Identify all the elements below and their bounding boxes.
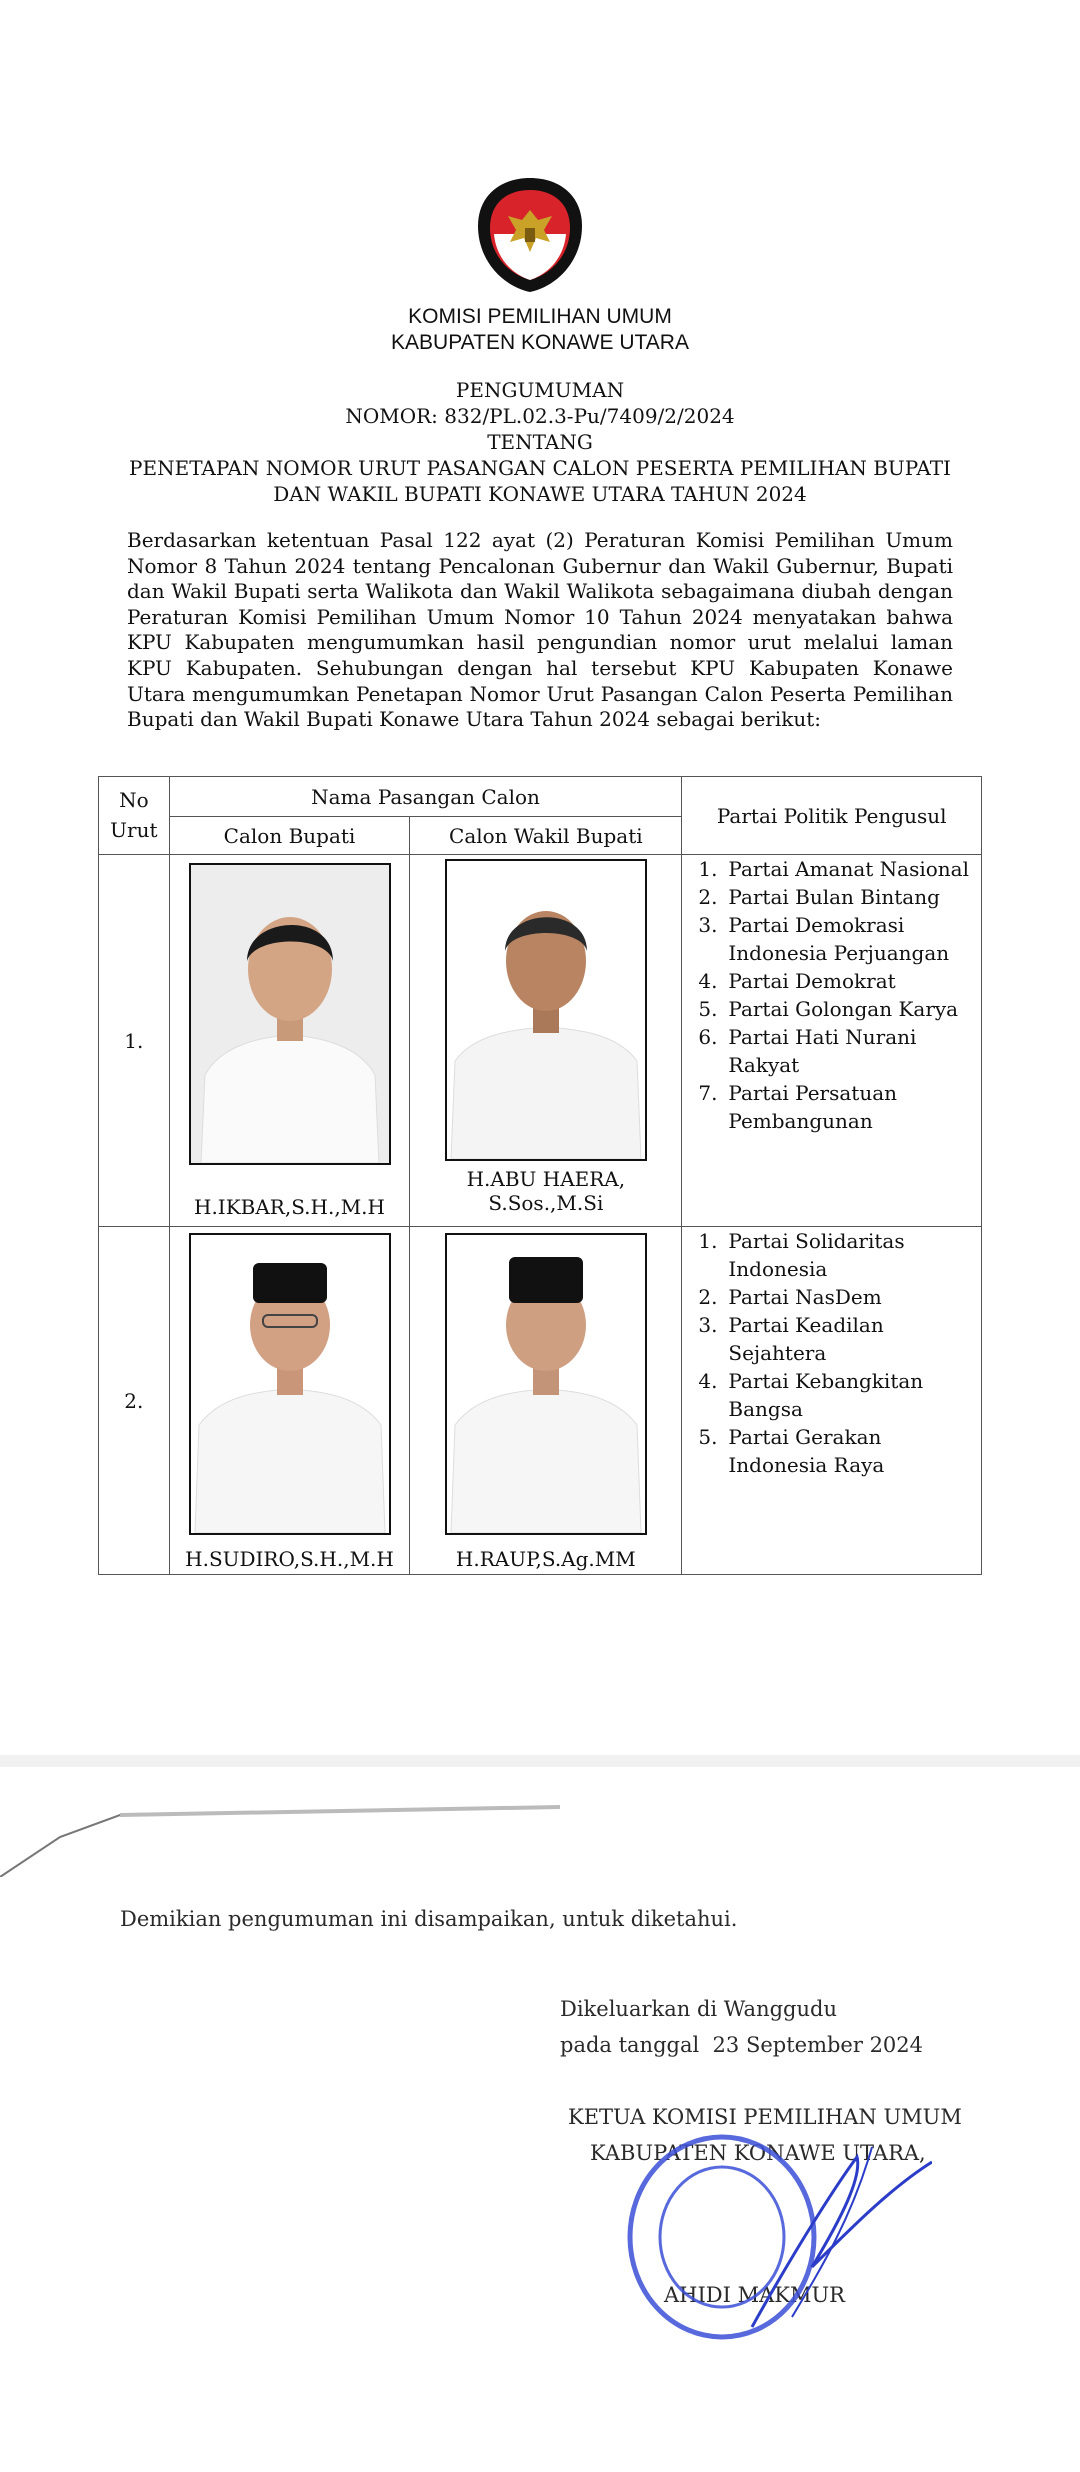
signer-title-2: KABUPATEN KONAWE UTARA,	[590, 2141, 926, 2165]
header-pair: Nama Pasangan Calon	[169, 777, 682, 817]
party-name: Partai Golongan Karya	[728, 997, 959, 1021]
header-wakil: Calon Wakil Bupati	[410, 817, 682, 855]
party-number: 4.	[698, 969, 718, 993]
list-item	[698, 1311, 981, 1367]
table-row	[99, 1227, 982, 1575]
header-bupati: Calon Bupati	[169, 817, 410, 855]
party-list	[682, 855, 981, 1135]
wakil-name	[410, 1167, 681, 1215]
table-row	[99, 855, 982, 1227]
issued-place: Dikeluarkan di Wanggudu	[560, 1997, 837, 2021]
candidate-table	[98, 776, 982, 1575]
wakil-cell	[410, 1227, 682, 1575]
party-number: 2.	[698, 885, 718, 909]
announcement-about: TENTANG	[487, 430, 593, 454]
issued-date: pada tanggal 23 September 2024	[560, 2033, 924, 2057]
header-urut-label: Urut	[110, 817, 158, 842]
party-number: 7.	[698, 1081, 718, 1105]
party-name: Partai Bulan Bintang	[728, 885, 940, 909]
org-line-2: KABUPATEN KONAWE UTARA	[391, 331, 689, 354]
party-number: 5.	[698, 997, 718, 1021]
bupati-cell	[169, 1227, 410, 1575]
paper-edge-shadow	[0, 1767, 700, 1877]
announcement-title-1: PENETAPAN NOMOR URUT PASANGAN CALON PESERTA PEMILIHAN BUPATI	[129, 456, 951, 480]
header-no	[99, 777, 170, 817]
kpu-logo	[474, 176, 586, 294]
list-item	[698, 1227, 981, 1283]
party-list	[682, 1227, 981, 1479]
official-stamp	[612, 2117, 932, 2367]
party-name: Partai Demokrat	[728, 969, 896, 993]
party-number: 1.	[698, 1229, 718, 1253]
candidate-photo	[445, 1233, 647, 1535]
row-number: 1.	[99, 855, 170, 1227]
signer-name: AHIDI MAKMUR	[664, 2283, 845, 2307]
list-item	[698, 967, 981, 995]
wakil-name: H.RAUP,S.Ag.MM	[455, 1547, 636, 1571]
candidate-photo	[189, 1233, 391, 1535]
announcement-title-2: DAN WAKIL BUPATI KONAWE UTARA TAHUN 2024	[273, 482, 807, 506]
signer-title-1: KETUA KOMISI PEMILIHAN UMUM	[568, 2105, 962, 2129]
closing-statement: Demikian pengumuman ini disampaikan, untuk diketahui.	[120, 1907, 738, 1931]
party-name: Partai Persatuan Pembangunan	[728, 1081, 898, 1133]
list-item	[698, 883, 981, 911]
bupati-name: H.IKBAR,S.H.,M.H	[194, 1195, 385, 1219]
wakil-name-line-1: H.ABU HAERA,	[466, 1167, 626, 1191]
party-number: 3.	[698, 913, 718, 937]
announcement-label: PENGUMUMAN	[455, 378, 625, 402]
list-item	[698, 911, 981, 967]
party-number: 3.	[698, 1313, 718, 1337]
header-parties: Partai Politik Pengusul	[682, 777, 982, 855]
list-item	[698, 855, 981, 883]
bupati-cell	[169, 855, 410, 1227]
announcement-heading	[0, 377, 1080, 507]
party-name: Partai Solidaritas Indonesia	[728, 1229, 905, 1281]
signature-page	[0, 1755, 1080, 2472]
bupati-name: H.SUDIRO,S.H.,M.H	[185, 1547, 394, 1571]
party-number: 6.	[698, 1025, 718, 1049]
party-number: 2.	[698, 1285, 718, 1309]
list-item	[698, 995, 981, 1023]
row-number: 2.	[99, 1227, 170, 1575]
party-number: 5.	[698, 1425, 718, 1449]
header-urut	[99, 817, 170, 855]
organization-name	[0, 304, 1080, 356]
party-name: Partai Amanat Nasional	[728, 857, 970, 881]
party-name: Partai Hati Nurani Rakyat	[728, 1025, 917, 1077]
party-number: 1.	[698, 857, 718, 881]
party-cell	[682, 855, 982, 1227]
header-no-label: No	[119, 787, 149, 812]
list-item	[698, 1023, 981, 1079]
list-item	[698, 1423, 981, 1479]
list-item	[698, 1367, 981, 1423]
party-name: Partai Keadilan Sejahtera	[728, 1313, 884, 1365]
wakil-cell	[410, 855, 682, 1227]
announcement-number: NOMOR: 832/PL.02.3-Pu/7409/2/2024	[345, 404, 735, 428]
party-name: Partai Gerakan Indonesia Raya	[728, 1425, 885, 1477]
list-item	[698, 1283, 981, 1311]
party-name: Partai Kebangkitan Bangsa	[728, 1369, 924, 1421]
wakil-name-line-2: S.Sos.,M.Si	[488, 1191, 604, 1215]
party-number: 4.	[698, 1369, 718, 1393]
list-item	[698, 1079, 981, 1135]
candidate-photo	[189, 863, 391, 1165]
announcement-body: Berdasarkan ketentuan Pasal 122 ayat (2) Peraturan Komisi Pemilihan Umum Nomor 8 Tahun 2024 tentang Pencalonan Gubernur dan Wakil Gubernur, Bupati dan Wakil Bupati serta Walikota dan Wakil Walikota sebagaimana diubah dengan Peraturan Komisi Pemilihan Umum Nomor 10 Tahun 2024 menyatakan bahwa KPU Kabupaten mengumumkan hasil pengundian nomor urut melalui laman KPU Kabupaten. Sehubungan dengan hal tersebut KPU Kabupaten Konawe Utara mengumumkan Penetapan Nomor Urut Pasangan Calon Peserta Pemilihan Bupati dan Wakil Bupati Konawe Utara Tahun 2024 sebagai berikut:	[127, 528, 953, 732]
org-line-1: KOMISI PEMILIHAN UMUM	[408, 305, 672, 328]
candidate-photo	[445, 859, 647, 1161]
party-cell	[682, 1227, 982, 1575]
party-name: Partai NasDem	[728, 1285, 882, 1309]
party-name: Partai Demokrasi Indonesia Perjuangan	[728, 913, 950, 965]
